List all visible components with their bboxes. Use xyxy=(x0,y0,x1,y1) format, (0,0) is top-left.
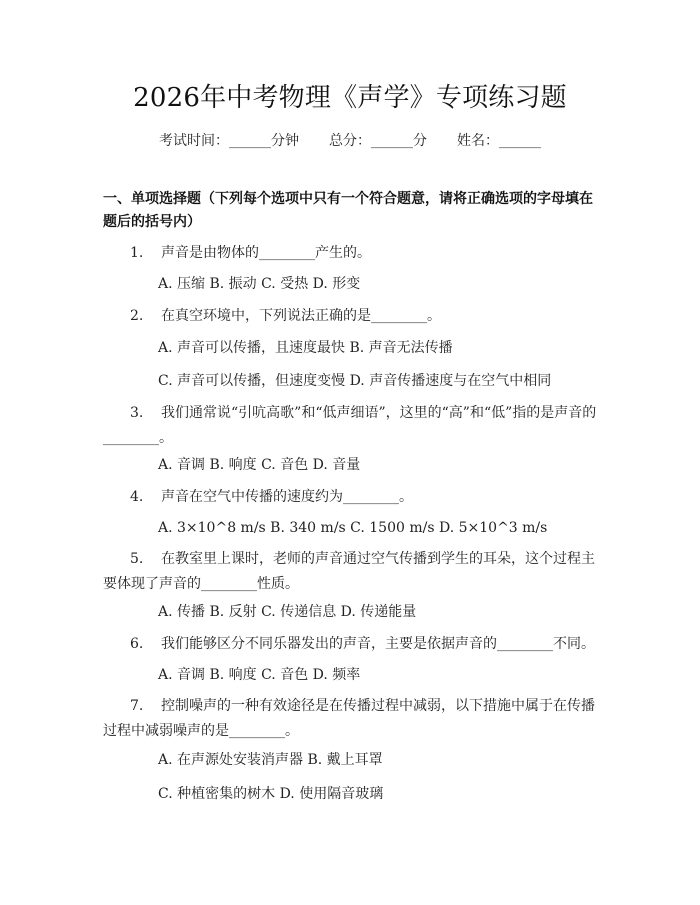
question-6 xyxy=(103,632,601,657)
student-name-field: 姓名：______ xyxy=(457,133,541,149)
question-number: 5. xyxy=(130,551,144,567)
question-text: 在真空环境中，下列说法正确的是________。 xyxy=(161,308,441,324)
question-5-options: A. 传播 B. 反射 C. 传递信息 D. 传递能量 xyxy=(158,604,417,620)
question-2 xyxy=(103,304,601,329)
question-1-options: A. 压缩 B. 振动 C. 受热 D. 形变 xyxy=(158,276,361,292)
question-number: 6. xyxy=(130,636,144,652)
exam-time-field: 考试时间：______分钟 xyxy=(159,133,299,149)
total-score-field: 总分：______分 xyxy=(329,133,427,149)
question-4 xyxy=(103,485,601,510)
question-text: 控制噪声的一种有效途径是在传播过程中减弱，以下措施中属于在传播过程中减弱噪声的是________。 xyxy=(103,698,595,739)
question-number: 2. xyxy=(130,308,144,324)
page-title: 2026年中考物理《声学》专项练习题 xyxy=(133,83,567,113)
question-text: 声音是由物体的________产生的。 xyxy=(161,245,371,261)
question-text: 我们通常说“引吭高歌”和“低声细语”，这里的“高”和“低”指的是声音的________。 xyxy=(103,405,597,446)
question-1 xyxy=(103,241,601,266)
question-2-options-line-1: A. 声音可以传播，且速度最快 B. 声音无法传播 xyxy=(158,340,453,356)
question-number: 1. xyxy=(130,245,144,261)
question-number: 7. xyxy=(130,698,144,714)
exam-meta-line xyxy=(0,131,700,151)
question-3 xyxy=(103,401,601,451)
question-text: 在教室里上课时，老师的声音通过空气传播到学生的耳朵，这个过程主要体现了声音的________性质。 xyxy=(103,551,595,592)
question-text: 声音在空气中传播的速度约为________。 xyxy=(161,489,413,505)
question-3-options: A. 音调 B. 响度 C. 音色 D. 音量 xyxy=(158,457,361,473)
question-7-options-line-1: A. 在声源处安装消声器 B. 戴上耳罩 xyxy=(158,752,383,768)
section-heading: 一、单项选择题（下列每个选项中只有一个符合题意，请将正确选项的字母填在题后的括号内） xyxy=(103,191,593,230)
question-7 xyxy=(103,694,601,744)
question-7-options-line-2: C. 种植密集的树木 D. 使用隔音玻璃 xyxy=(158,786,384,802)
question-number: 4. xyxy=(130,489,144,505)
question-2-options-line-2: C. 声音可以传播，但速度变慢 D. 声音传播速度与在空气中相同 xyxy=(158,373,552,389)
question-text: 我们能够区分不同乐器发出的声音，主要是依据声音的________不同。 xyxy=(161,636,595,652)
question-5 xyxy=(103,547,601,597)
question-6-options: A. 音调 B. 响度 C. 音色 D. 频率 xyxy=(158,667,361,683)
question-4-options: A. 3×10^8 m/s B. 340 m/s C. 1500 m/s D. 5×10^3 m/s xyxy=(158,520,548,536)
question-number: 3. xyxy=(130,405,144,421)
